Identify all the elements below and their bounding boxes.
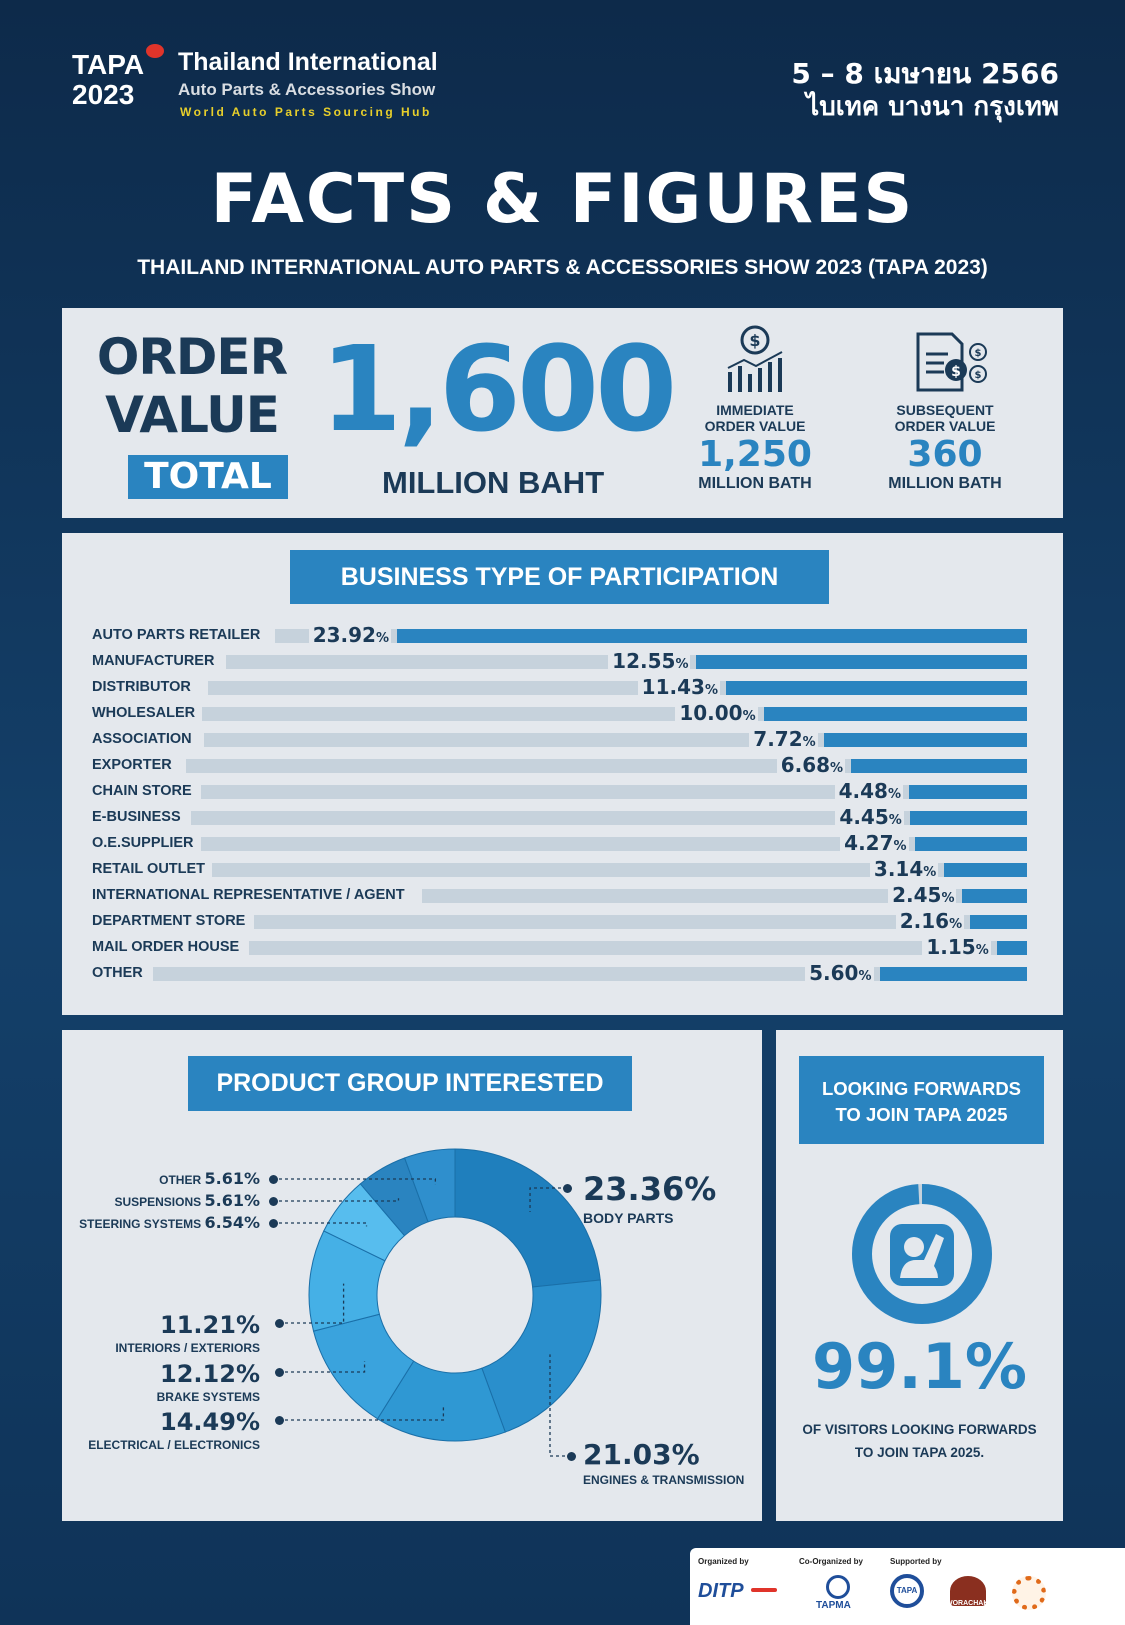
svg-text:$: $ (974, 370, 982, 381)
donut-label (583, 1438, 744, 1487)
bar-fill (824, 733, 1027, 747)
show-name: Thailand International (178, 48, 438, 76)
leader-dot (275, 1319, 284, 1328)
event-venue: ไบเทค บางนา กรุงเทพ (806, 92, 1059, 122)
bar-row (92, 753, 1027, 779)
bar-row (92, 701, 1027, 727)
bar-value-unit: % (888, 813, 902, 828)
donut-label (88, 1408, 260, 1452)
donut-label-name: ENGINES & TRANSMISSION (583, 1473, 745, 1487)
co-organized-by-label: Co-Organized by (799, 1557, 864, 1566)
show-hub-tagline: World Auto Parts Sourcing Hub (180, 105, 432, 119)
bar-track (201, 785, 1027, 799)
invoice-coins-icon (914, 330, 988, 394)
worachak-logo: WORACHAK (946, 1600, 989, 1607)
bar-label: OTHER (92, 965, 147, 981)
bar-row (92, 857, 1027, 883)
bar-value (638, 675, 720, 699)
donut-label-name: STEERING SYSTEMS (79, 1217, 205, 1231)
bar-label: O.E.SUPPLIER (92, 835, 198, 851)
donut-label (60, 1169, 260, 1189)
bar-fill (915, 837, 1027, 851)
bar-value (888, 883, 956, 907)
organized-by-label: Organized by (698, 1557, 749, 1566)
bar-value-unit: % (858, 969, 872, 984)
looking-forward-caption-1: OF VISITORS LOOKING FORWARDS (802, 1422, 1037, 1437)
bar-value-unit: % (949, 917, 963, 932)
svg-text:$: $ (951, 364, 961, 380)
bar-fill (764, 707, 1027, 721)
bar-value (309, 623, 391, 647)
bar-row (92, 805, 1027, 831)
subsequent-order (870, 402, 1020, 493)
leader-dot (269, 1197, 278, 1206)
donut-label-value: 5.61% (204, 1191, 260, 1210)
bar-label: MAIL ORDER HOUSE (92, 939, 243, 955)
logo-swoosh-icon (146, 44, 164, 58)
bar-value-unit: % (742, 709, 756, 724)
bar-row (92, 935, 1027, 961)
bar-value-unit: % (887, 787, 902, 802)
donut-label-value: 11.21% (160, 1311, 260, 1339)
bar-label: EXPORTER (92, 757, 176, 773)
bar-value (805, 961, 873, 985)
donut-slice (455, 1149, 600, 1287)
bar-value-number: 23.92 (312, 623, 376, 647)
bar-label: WHOLESALER (92, 705, 199, 721)
bar-value (870, 857, 938, 881)
leader-dot (567, 1452, 576, 1461)
bar-value-number: 4.48 (838, 779, 888, 803)
leader-dot (563, 1184, 572, 1193)
donut-label-name: ELECTRICAL / ELECTRONICS (88, 1438, 260, 1452)
tapa-logo (72, 50, 144, 110)
product-group-title: PRODUCT GROUP INTERESTED (188, 1056, 632, 1111)
svg-text:$: $ (974, 348, 982, 359)
donut-label-name: SUSPENSIONS (114, 1195, 205, 1209)
bar-fill (880, 967, 1027, 981)
total-order-unit: MILLION BAHT (382, 465, 605, 500)
bar-fill (970, 915, 1027, 929)
bar-label: DEPARTMENT STORE (92, 913, 249, 929)
bar-value-unit: % (802, 735, 816, 750)
leader-dot (269, 1175, 278, 1184)
bar-value-unit: % (941, 891, 955, 906)
bar-value-unit: % (923, 865, 937, 880)
donut-label (583, 1170, 716, 1226)
bar-row (92, 909, 1027, 935)
immediate-label-2: ORDER VALUE (704, 418, 806, 434)
donut-label-value: 21.03% (583, 1438, 700, 1471)
leader-dot (275, 1416, 284, 1425)
bar-value-number: 7.72 (753, 727, 803, 751)
donut-label (60, 1191, 260, 1211)
donut-label-value: 23.36% (583, 1170, 717, 1208)
bar-value (840, 831, 908, 855)
bar-fill (910, 811, 1027, 825)
event-date: 5 – 8 เมษายน 2566 (791, 57, 1059, 90)
tapa-emblem: TAPA (890, 1574, 924, 1608)
bar-row (92, 675, 1027, 701)
bar-row (92, 961, 1027, 987)
looking-forward-value: 99.1% (811, 1330, 1028, 1403)
bar-row (92, 623, 1027, 649)
bar-value-unit: % (830, 761, 844, 776)
bar-row (92, 727, 1027, 753)
bar-value-number: 11.43 (641, 675, 705, 699)
growth-chart-icon (722, 322, 788, 394)
bar-fill (944, 863, 1027, 877)
bar-value-unit: % (975, 943, 989, 958)
tapma-logo: TAPMA (816, 1600, 851, 1611)
bar-value-number: 1.15 (926, 935, 976, 959)
ditp-swoosh-icon (751, 1588, 777, 1592)
bar-fill (851, 759, 1027, 773)
donut-label-name: OTHER (159, 1173, 205, 1187)
subsequent-unit: MILLION BATH (888, 475, 1002, 492)
bar-label: E-BUSINESS (92, 809, 185, 825)
gear-emblem-icon (1012, 1576, 1046, 1610)
looking-forward-title (799, 1056, 1044, 1144)
bar-value-number: 6.68 (780, 753, 831, 777)
bar-track (249, 941, 1027, 955)
total-order-value: 1,600 (320, 320, 674, 458)
bar-fill (997, 941, 1027, 955)
donut-label-value: 6.54% (204, 1213, 260, 1232)
bar-value-unit: % (893, 839, 907, 854)
bar-value-unit: % (375, 631, 389, 646)
page-title: FACTS & FIGURES (210, 160, 915, 239)
raised-hand-person-icon (890, 1224, 954, 1286)
bar-value-number: 4.27 (844, 831, 894, 855)
bar-row (92, 649, 1027, 675)
bar-row (92, 831, 1027, 857)
value-word: VALUE (105, 386, 279, 444)
bar-fill (696, 655, 1027, 669)
looking-forward-caption (776, 1418, 1063, 1464)
bar-value (922, 935, 990, 959)
donut-label-value: 12.12% (160, 1360, 260, 1388)
bar-value (835, 779, 903, 803)
bar-value-number: 2.45 (892, 883, 942, 907)
subsequent-label-1: SUBSEQUENT (896, 402, 994, 418)
logo-line-2: 2023 (72, 79, 135, 110)
looking-forward-title-2: TO JOIN TAPA 2025 (835, 1104, 1008, 1125)
immediate-value: 1,250 (698, 434, 812, 475)
bar-value-number: 5.60 (809, 961, 859, 985)
bar-row (92, 883, 1027, 909)
bar-value (675, 701, 757, 725)
bar-value-number: 12.55 (612, 649, 676, 673)
looking-forward-ring (850, 1182, 994, 1326)
bar-value (777, 753, 845, 777)
total-badge: TOTAL (128, 455, 288, 499)
donut-label (88, 1360, 260, 1404)
bar-value (896, 909, 964, 933)
bar-label: MANUFACTURER (92, 653, 218, 669)
looking-forward-caption-2: TO JOIN TAPA 2025. (854, 1445, 985, 1460)
bar-value-number: 10.00 (679, 701, 743, 725)
donut-label (88, 1311, 260, 1355)
bar-label: INTERNATIONAL REPRESENTATIVE / AGENT (92, 887, 409, 903)
donut-label-name: BRAKE SYSTEMS (156, 1390, 260, 1404)
bar-label: RETAIL OUTLET (92, 861, 209, 877)
bar-value (749, 727, 817, 751)
immediate-label-1: IMMEDIATE (716, 402, 794, 418)
looking-forward-title-1: LOOKING FORWARDS (821, 1078, 1022, 1099)
tapma-emblem-icon (826, 1575, 850, 1599)
donut-label-name: INTERIORS / EXTERIORS (115, 1341, 260, 1355)
donut-label (60, 1213, 260, 1233)
svg-text:$: $ (749, 331, 761, 350)
page-subtitle: THAILAND INTERNATIONAL AUTO PARTS & ACCESSORIES SHOW 2023 (TAPA 2023) (137, 256, 988, 279)
logo-line-1: TAPA (72, 49, 145, 80)
bar-fill (962, 889, 1027, 903)
bar-value-unit: % (675, 657, 689, 672)
immediate-unit: MILLION BATH (698, 475, 812, 492)
supported-by-label: Supported by (890, 1557, 942, 1566)
bar-value-number: 4.45 (839, 805, 889, 829)
bar-row (92, 779, 1027, 805)
subsequent-value: 360 (907, 434, 983, 475)
business-type-title: BUSINESS TYPE OF PARTICIPATION (290, 550, 829, 604)
bar-value-unit: % (704, 683, 718, 698)
donut-label-value: 14.49% (160, 1408, 260, 1436)
leader-dot (275, 1368, 284, 1377)
bar-value (835, 805, 903, 829)
bar-label: CHAIN STORE (92, 783, 196, 799)
donut-slice (482, 1280, 601, 1432)
bar-fill (726, 681, 1027, 695)
bar-fill (909, 785, 1027, 799)
leader-dot (269, 1219, 278, 1228)
donut-label-name: BODY PARTS (583, 1210, 674, 1226)
bar-label: DISTRIBUTOR (92, 679, 195, 695)
bar-label: ASSOCIATION (92, 731, 196, 747)
bar-value (608, 649, 690, 673)
ditp-logo: DITP (698, 1580, 744, 1602)
immediate-order (680, 402, 830, 493)
subsequent-label-2: ORDER VALUE (894, 418, 996, 434)
bar-label: AUTO PARTS RETAILER (92, 627, 264, 643)
donut-label-value: 5.61% (204, 1169, 260, 1188)
show-subtitle: Auto Parts & Accessories Show (178, 80, 436, 99)
bar-value-number: 2.16 (899, 909, 950, 933)
bar-value-number: 3.14 (873, 857, 924, 881)
order-word: ORDER (96, 328, 288, 386)
bar-fill (397, 629, 1027, 643)
